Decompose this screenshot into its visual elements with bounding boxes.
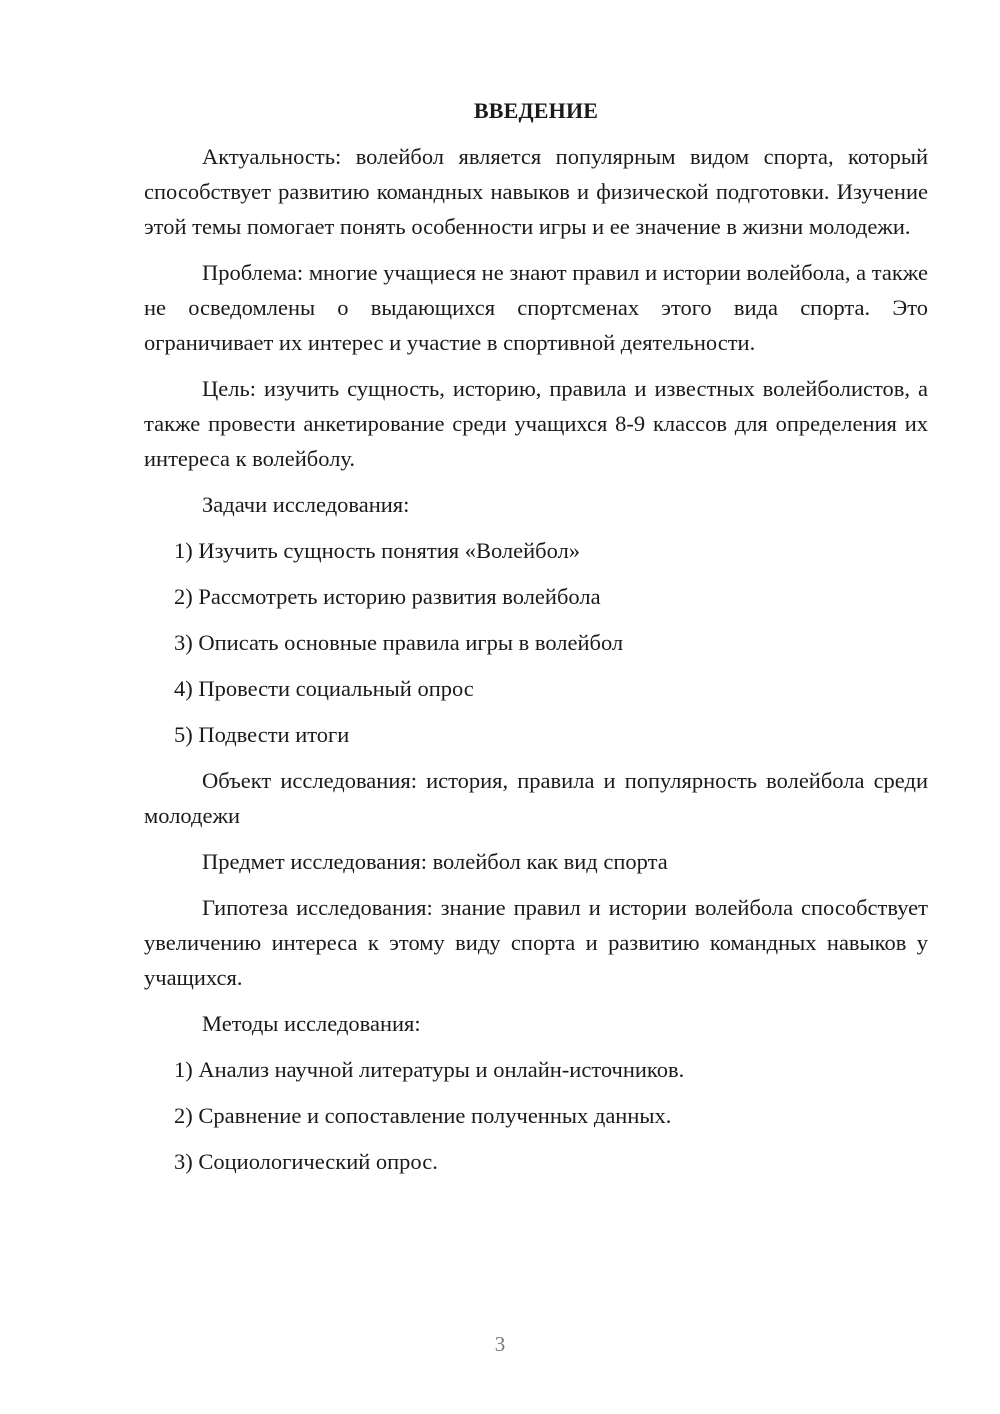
task-item: 4) Провести социальный опрос [174,676,474,701]
goal-paragraph: Цель: изучить сущность, историю, правила и известных волейболистов, а также провести анкетирование среди учащихся 8-9 классов для определения их интереса к волейболу. [144,376,928,471]
tasks-heading: Задачи исследования: [202,492,410,517]
task-item: 3) Описать основные правила игры в волейбол [174,630,624,655]
method-item: 1) Анализ научной литературы и онлайн-источников. [174,1057,685,1082]
subject-paragraph: Предмет исследования: волейбол как вид спорта [202,849,668,874]
task-item: 1) Изучить сущность понятия «Волейбол» [174,538,581,563]
document-page [144,93,928,1190]
method-item: 3) Социологический опрос. [174,1149,438,1174]
problem-paragraph: Проблема: многие учащиеся не знают правил и истории волейбола, а также не осведомлены о выдающихся спортсменах этого вида спорта. Это ограничивает их интерес и участие в спортивной деятельности. [144,260,928,355]
section-title: ВВЕДЕНИЕ [473,98,599,123]
page-number: 3 [494,1332,506,1356]
task-item: 2) Рассмотреть историю развития волейбола [174,584,601,609]
object-paragraph: Объект исследования: история, правила и популярность волейбола среди молодежи [144,768,928,828]
task-item: 5) Подвести итоги [174,722,350,747]
hypothesis-paragraph: Гипотеза исследования: знание правил и истории волейбола способствует увеличению интереса к этому виду спорта и развитию командных навыков у учащихся. [144,895,928,990]
methods-heading: Методы исследования: [202,1011,421,1036]
relevance-paragraph: Актуальность: волейбол является популярным видом спорта, который способствует развитию командных навыков и физической подготовки. Изучение этой темы помогает понять особенности игры и ее значение в жизни молодежи. [144,144,928,239]
method-item: 2) Сравнение и сопоставление полученных данных. [174,1103,672,1128]
